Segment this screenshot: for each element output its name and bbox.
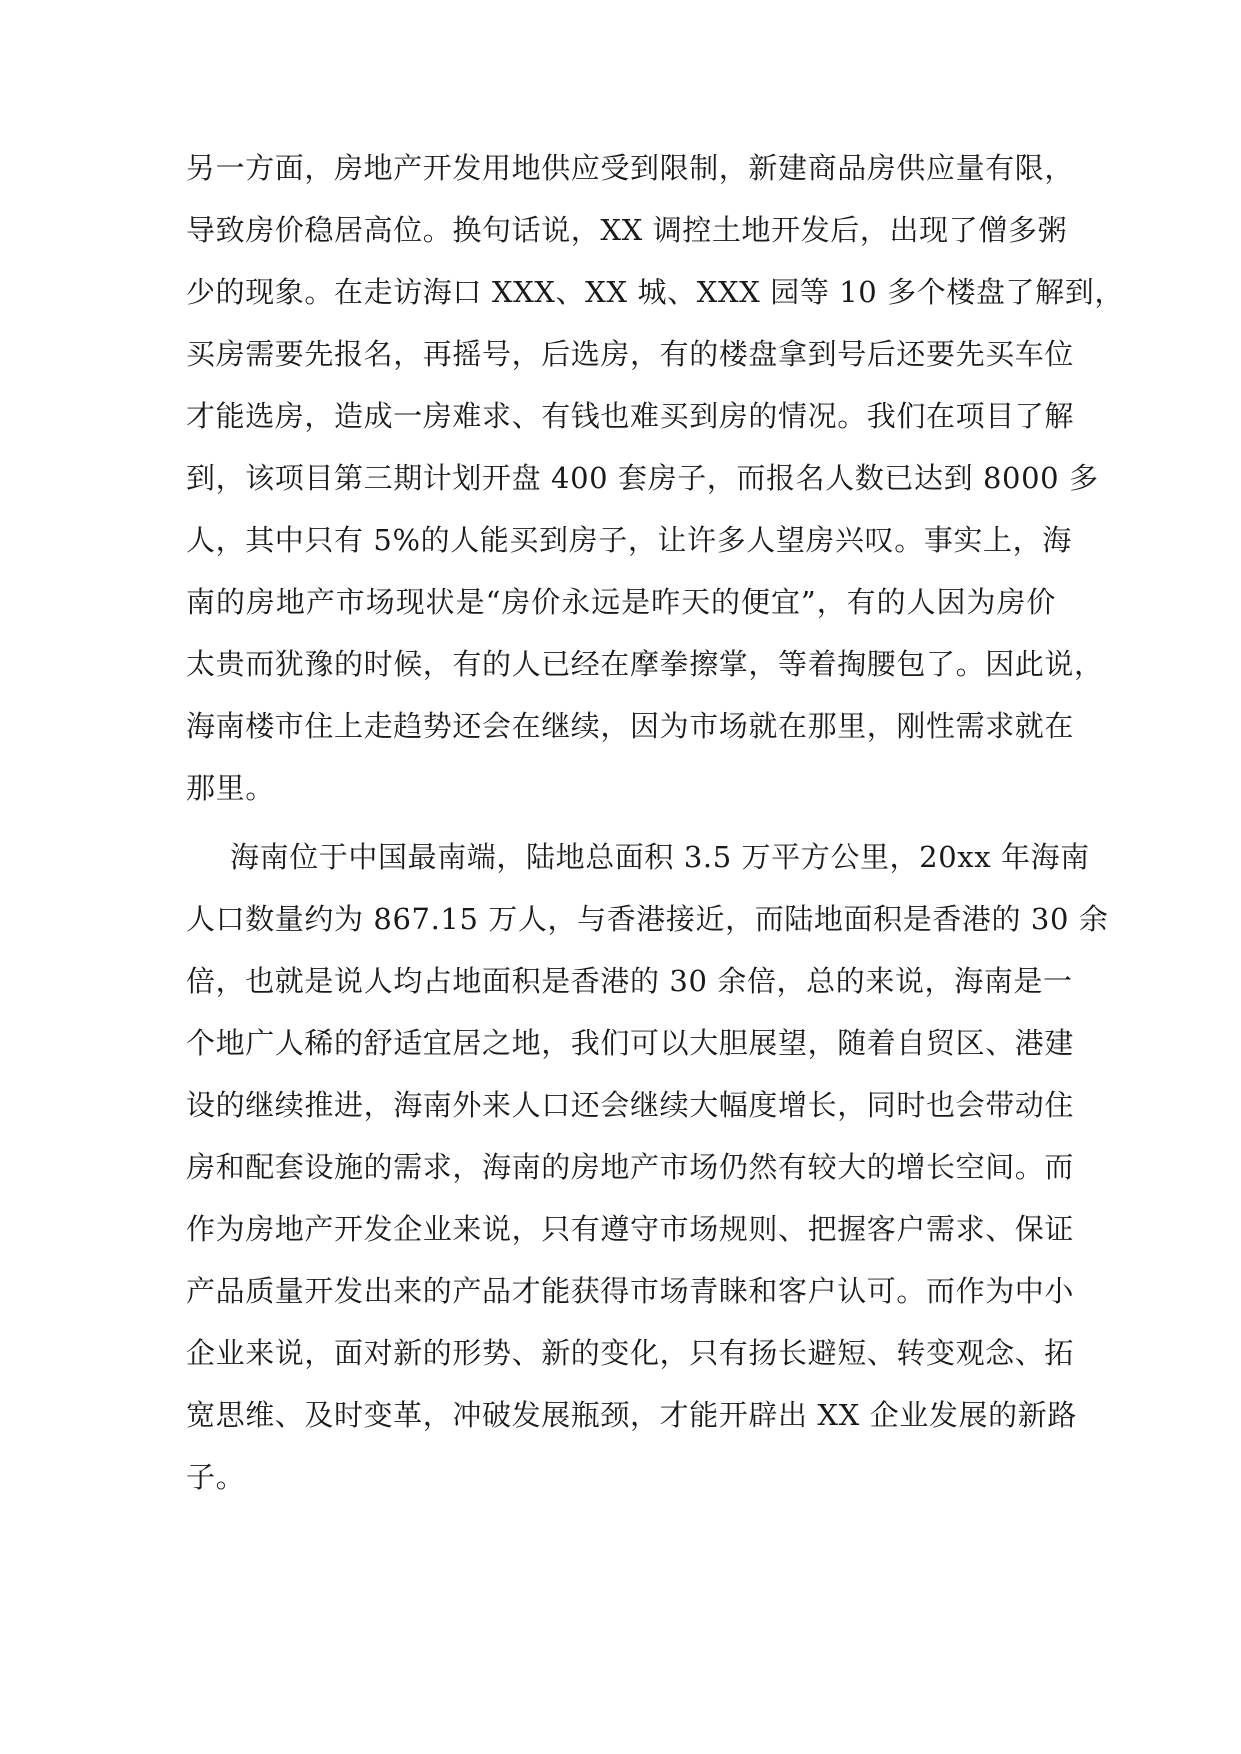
paragraph-line: 宽思维、及时变革，冲破发展瓶颈，才能开辟出 XX 企业发展的新路 [186,1398,1077,1432]
paragraph-line: 企业来说，面对新的形势、新的变化，只有扬长避短、转变观念、拓 [186,1336,1075,1370]
paragraph-line: 人，其中只有 5%的人能买到房子，让许多人望房兴叹。事实上，海 [186,523,1072,557]
paragraph-line: 另一方面，房地产开发用地供应受到限制，新建商品房供应量有限， [186,151,1075,185]
paragraph-line: 个地广人稀的舒适宜居之地，我们可以大胆展望，随着自贸区、港建 [186,1026,1075,1060]
paragraph-line: 人口数量约为 867.15 万人，与香港接近，而陆地面积是香港的 30 余 [186,902,1109,936]
paragraph-line: 倍，也就是说人均占地面积是香港的 30 余倍，总的来说，海南是一 [186,964,1073,998]
paragraph-line: 那里。 [186,771,275,805]
paragraph-line: 少的现象。在走访海口 XXX、XX 城、XXX 园等 10 多个楼盘了解到， [186,275,1124,309]
paragraph-2 [186,826,1109,1508]
paragraph-1 [186,137,1124,819]
paragraph-line: 设的继续推进，海南外来人口还会继续大幅度增长，同时也会带动住 [186,1088,1075,1122]
paragraph-line: 太贵而犹豫的时候，有的人已经在摩拳擦掌，等着掏腰包了。因此说， [186,647,1104,681]
paragraph-line: 导致房价稳居高位。换句话说，XX 调控土地开发后，出现了僧多粥 [186,213,1068,247]
paragraph-line: 买房需要先报名，再摇号，后选房，有的楼盘拿到号后还要先买车位 [186,337,1075,371]
paragraph-line: 子。 [186,1460,246,1494]
paragraph-line: 作为房地产开发企业来说，只有遵守市场规则、把握客户需求、保证 [186,1212,1075,1246]
paragraph-line: 才能选房，造成一房难求、有钱也难买到房的情况。我们在项目了解 [186,399,1075,433]
paragraph-line: 南的房地产市场现状是“房价永远是昨天的便宜”，有的人因为房价 [186,585,1056,619]
paragraph-line: 到，该项目第三期计划开盘 400 套房子，而报名人数已达到 8000 多 [186,461,1099,495]
paragraph-line: 产品质量开发出来的产品才能获得市场青睐和客户认可。而作为中小 [186,1274,1075,1308]
paragraph-line: 海南楼市住上走趋势还会在继续，因为市场就在那里，刚性需求就在 [186,709,1075,743]
paragraph-line: 海南位于中国最南端，陆地总面积 3.5 万平方公里，20xx 年海南 [230,840,1090,874]
paragraph-line: 房和配套设施的需求，海南的房地产市场仍然有较大的增长空间。而 [186,1150,1075,1184]
